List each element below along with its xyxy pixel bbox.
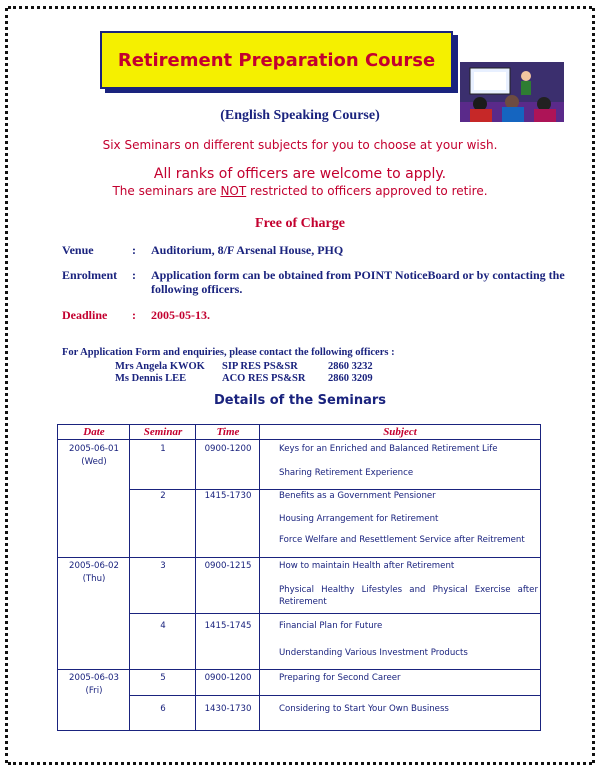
seminar-subject: Force Welfare and Resettlement Service after Reitrement [279, 535, 525, 545]
enrolment-label: Enrolment [62, 268, 118, 282]
venue-colon: : [132, 243, 136, 257]
not-emphasis: NOT [220, 184, 247, 198]
contact-name: Mrs Angela KWOK [115, 361, 205, 372]
day-cell: (Fri) [85, 686, 103, 696]
date-cell: 2005-06-01 [69, 444, 119, 454]
details-heading: Details of the Seminars [213, 393, 387, 408]
seminar-subject: Preparing for Second Career [279, 673, 401, 683]
contact-name: Ms Dennis LEE [115, 373, 187, 384]
header-seminar: Seminar [143, 426, 183, 438]
seminar-number: 1 [160, 444, 166, 454]
seminar-time: 1430-1730 [204, 704, 252, 714]
seminar-subject: Physical Healthy Lifestyles and Physical Exercise after Retirement [279, 585, 538, 607]
contacts-heading: For Application Form and enquiries, please contact the following officers : [62, 347, 395, 358]
seminar-number: 3 [160, 561, 166, 571]
title-banner [100, 31, 453, 89]
seminar-subject: Housing Arrangement for Retirement [279, 514, 439, 524]
seminar-time: 0900-1200 [204, 444, 252, 454]
seminar-time: 0900-1215 [204, 561, 252, 571]
day-cell: (Thu) [82, 574, 106, 584]
seminar-subject: Financial Plan for Future [279, 621, 383, 631]
seminar-subject: Sharing Retirement Experience [279, 468, 414, 478]
seminar-subject: How to maintain Health after Retirement [279, 561, 455, 571]
seminar-subject: Considering to Start Your Own Business [279, 704, 449, 714]
seminar-time: 1415-1730 [204, 491, 252, 501]
intro-line-3 [20, 184, 580, 198]
seminar-number: 5 [160, 673, 166, 683]
deadline-value: 2005-05-13. [151, 308, 210, 322]
dotted-border-left [5, 8, 18, 763]
seminar-subject: Keys for an Enriched and Balanced Retirement Life [279, 444, 498, 454]
deadline-label: Deadline [62, 308, 108, 322]
page-title: Retirement Preparation Course [117, 49, 436, 71]
header-time: Time [216, 426, 240, 438]
intro-line-3-end: restricted to officers approved to retire. [246, 184, 488, 198]
contact-post: ACO RES PS&SR [222, 373, 306, 384]
date-cell: 2005-06-02 [69, 561, 119, 571]
seminar-number: 6 [160, 704, 166, 714]
deadline-colon: : [132, 308, 136, 322]
dotted-border-bottom [8, 752, 592, 765]
enrolment-text-line2: following officers. [151, 282, 243, 296]
seminar-time: 1415-1745 [204, 621, 252, 631]
enrolment-colon: : [132, 268, 136, 282]
contact-phone: 2860 3209 [328, 373, 373, 384]
dotted-border-top [8, 6, 592, 19]
header-subject: Subject [383, 426, 417, 438]
day-cell: (Wed) [81, 457, 107, 467]
intro-line-1: Six Seminars on different subjects for you to choose at your wish. [102, 138, 498, 152]
intro-line-3-start: The seminars are [112, 184, 221, 198]
seminar-subject: Understanding Various Investment Products [279, 648, 468, 658]
seminar-number: 4 [160, 621, 166, 631]
enrolment-text-line1: Application form can be obtained from POINT NoticeBoard or by contacting the [151, 268, 565, 282]
seminar-number: 2 [160, 491, 166, 501]
date-cell: 2005-06-03 [69, 673, 119, 683]
venue-value: Auditorium, 8/F Arsenal House, PHQ [151, 243, 344, 257]
seminar-time: 0900-1200 [204, 673, 252, 683]
intro-line-2: All ranks of officers are welcome to apply. [153, 166, 447, 182]
contact-post: SIP RES PS&SR [222, 361, 298, 372]
venue-label: Venue [62, 243, 94, 257]
course-type: (English Speaking Course) [220, 108, 380, 123]
dotted-border-right [582, 8, 595, 763]
header-date: Date [83, 426, 105, 438]
free-of-charge: Free of Charge [255, 216, 345, 231]
contact-phone: 2860 3232 [328, 361, 373, 372]
seminar-subject: Benefits as a Government Pensioner [279, 491, 436, 501]
